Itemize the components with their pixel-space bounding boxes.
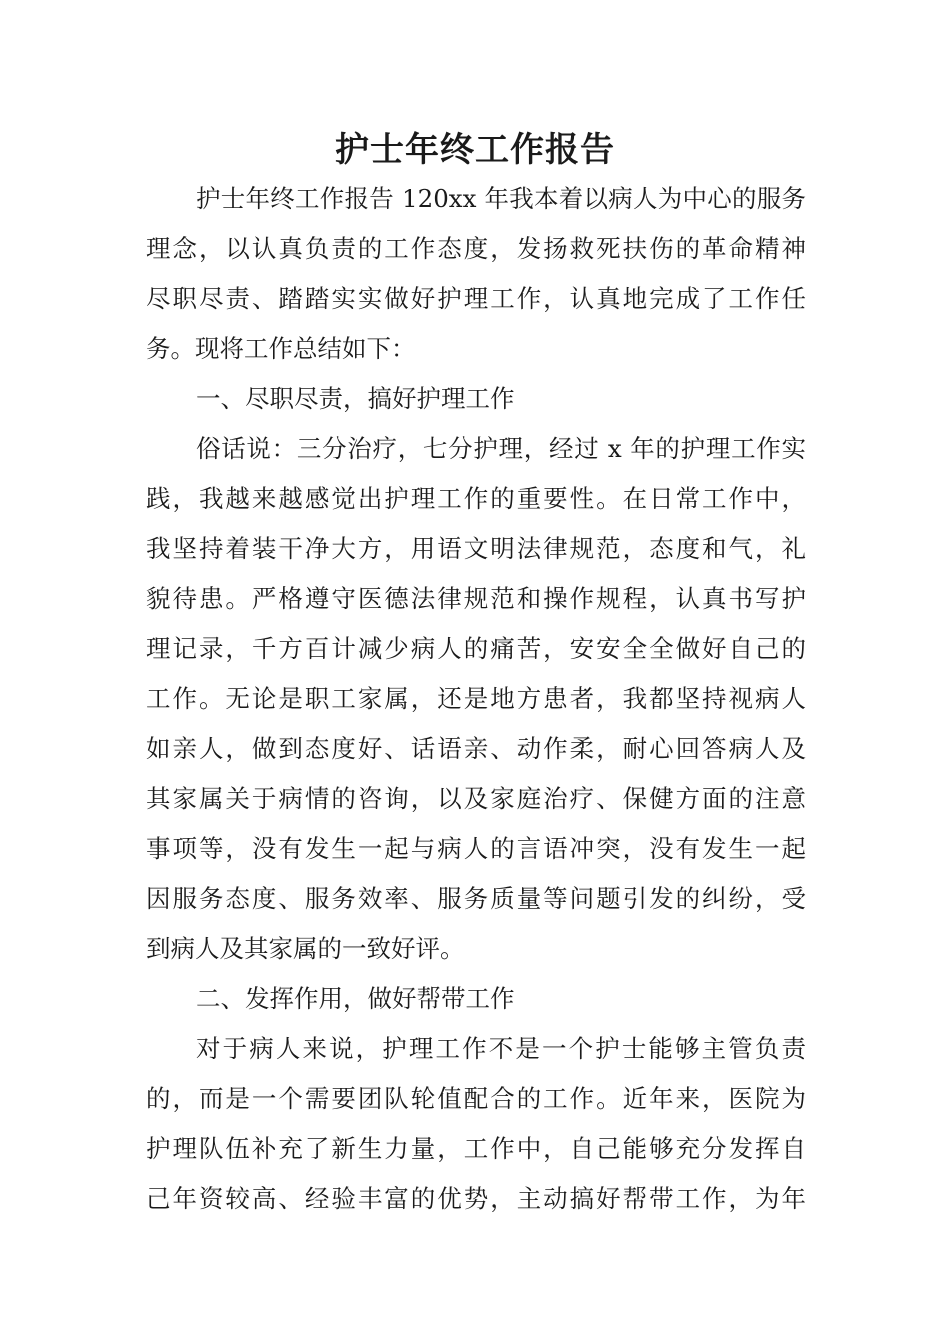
paragraph-3-line: 护理队伍补充了新生力量，工作中，自己能够充分发挥自	[146, 1134, 806, 1163]
section-heading-2: 二、发挥作用，做好帮带工作	[196, 984, 515, 1013]
paragraph-2-line: 践，我越来越感觉出护理工作的重要性。在日常工作中，	[146, 484, 806, 513]
paragraph-1-line: 尽职尽责、踏踏实实做好护理工作，认真地完成了工作任	[146, 284, 806, 313]
paragraph-1-line: 理念，以认真负责的工作态度，发扬救死扶伤的革命精神	[146, 234, 806, 263]
section-heading-1: 一、尽职尽责，搞好护理工作	[196, 384, 515, 413]
paragraph-2-line: 貌待患。严格遵守医德法律规范和操作规程，认真书写护	[146, 584, 806, 613]
paragraph-2-line: 理记录，千方百计减少病人的痛苦，安安全全做好自己的	[146, 634, 806, 663]
paragraph-1-line: 务。现将工作总结如下：	[146, 334, 416, 363]
paragraph-2-line: 工作。无论是职工家属，还是地方患者，我都坚持视病人	[146, 684, 806, 713]
paragraph-3-line: 己年资较高、经验丰富的优势，主动搞好帮带工作，为年	[146, 1184, 806, 1213]
document-body	[146, 174, 806, 1224]
paragraph-2-line: 俗话说：三分治疗，七分护理，经过 x 年的护理工作实	[196, 434, 806, 463]
paragraph-2-line: 其家属关于病情的咨询，以及家庭治疗、保健方面的注意	[146, 784, 806, 813]
paragraph-3-line: 的，而是一个需要团队轮值配合的工作。近年来，医院为	[146, 1084, 806, 1113]
document-title: 护士年终工作报告	[335, 130, 615, 170]
paragraph-3-line: 对于病人来说，护理工作不是一个护士能够主管负责	[196, 1034, 806, 1063]
paragraph-2-line: 到病人及其家属的一致好评。	[146, 934, 465, 963]
paragraph-2-line: 事项等，没有发生一起与病人的言语冲突，没有发生一起	[146, 834, 806, 863]
paragraph-1-line: 护士年终工作报告 120xx 年我本着以病人为中心的服务	[196, 184, 806, 213]
paragraph-2-line: 我坚持着装干净大方，用语文明法律规范，态度和气，礼	[146, 534, 806, 563]
paragraph-2-line: 如亲人，做到态度好、话语亲、动作柔，耐心回答病人及	[146, 734, 806, 763]
paragraph-2-line: 因服务态度、服务效率、服务质量等问题引发的纠纷，受	[146, 884, 806, 913]
